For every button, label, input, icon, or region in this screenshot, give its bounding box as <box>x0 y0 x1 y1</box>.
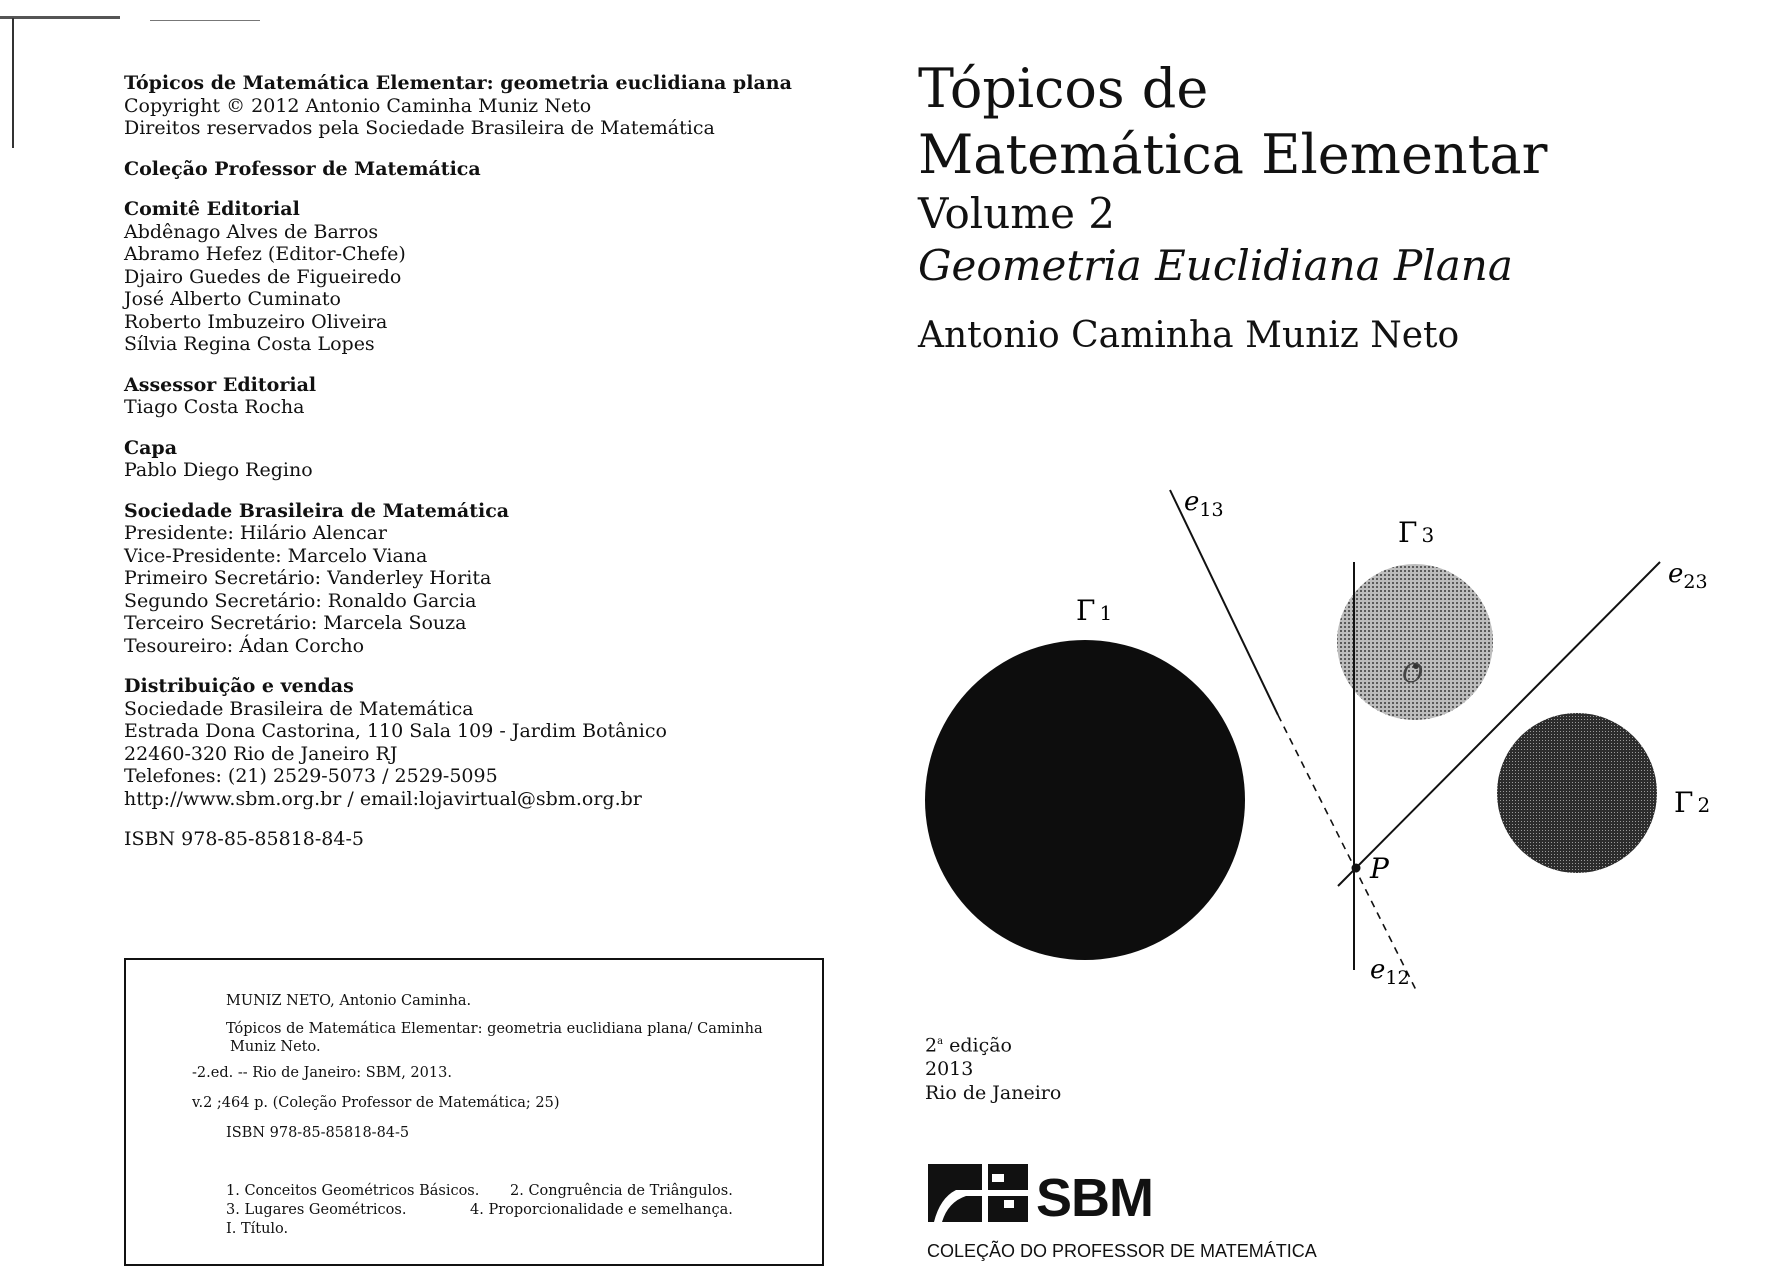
subtitle: Geometria Euclidiana Plana <box>918 241 1513 290</box>
scan-edge <box>0 16 120 19</box>
society-role: Tesoureiro: Ádan Corcho <box>124 634 365 657</box>
volume-label: Volume 2 <box>918 189 1115 238</box>
title-line-1: Tópicos de <box>918 57 1209 120</box>
label-e23: $e_{23}$ <box>1668 559 1708 593</box>
catalog-card <box>124 958 824 1266</box>
publisher-name: SBM <box>1036 1168 1153 1228</box>
distribution-line: 22460-320 Rio de Janeiro RJ <box>124 742 398 765</box>
assessor-name: Tiago Costa Rocha <box>124 396 305 418</box>
catalog-edition: -2.ed. -- Rio de Janeiro: SBM, 2013. <box>192 1065 452 1081</box>
society-heading: Sociedade Brasileira de Matemática <box>124 499 510 522</box>
society-role: Vice-Presidente: Marcelo Viana <box>124 544 428 567</box>
committee-member: Roberto Imbuzeiro Oliveira <box>124 310 388 333</box>
header-block <box>124 72 824 140</box>
scan-edge <box>150 20 260 21</box>
catalog-subject: 2. Congruência de Triângulos. <box>510 1183 733 1199</box>
scan-edge <box>12 18 14 148</box>
rights: Direitos reservados pela Sociedade Brasileira de Matemática <box>124 117 715 139</box>
label-o: O <box>1402 659 1424 689</box>
distribution-line: Telefones: (21) 2529-5073 / 2529-5095 <box>124 765 498 787</box>
edition-info <box>925 1030 1061 1105</box>
committee-member: Sílvia Regina Costa Lopes <box>124 333 375 355</box>
distribution-line: http://www.sbm.org.br / email:lojavirtual@sbm.org.br <box>124 787 642 810</box>
title-page <box>918 56 1758 358</box>
catalog-title-cont: Muniz Neto. <box>230 1039 321 1055</box>
label-p: P <box>1370 852 1389 885</box>
label-e13: $e_{13}$ <box>1184 487 1224 521</box>
publisher-collection: COLEÇÃO DO PROFESSOR DE MATEMÁTICA <box>927 1241 1317 1261</box>
committee-member: Abramo Hefez (Editor-Chefe) <box>124 243 406 265</box>
cover-name: Pablo Diego Regino <box>124 459 313 481</box>
copyright: Copyright © 2012 Antonio Caminha Muniz Neto <box>124 94 592 117</box>
society-role: Primeiro Secretário: Vanderley Horita <box>124 567 492 589</box>
assessor-heading: Assessor Editorial <box>124 373 317 396</box>
society-role: Terceiro Secretário: Marcela Souza <box>124 612 467 634</box>
catalog-pages: v.2 ;464 p. (Coleção Professor de Matemática; 25) <box>192 1095 560 1111</box>
cover-figure <box>900 470 1720 1010</box>
catalog-isbn: ISBN 978-85-85818-84-5 <box>226 1125 410 1141</box>
label-gamma-3: Γ 3 <box>1398 516 1435 549</box>
catalog-subject: 4. Proporcionalidade e semelhança. <box>470 1202 733 1218</box>
catalog-subject: 3. Lugares Geométricos. <box>226 1202 407 1218</box>
committee-block <box>124 198 824 356</box>
left-page <box>124 72 824 851</box>
collection-name: Coleção Professor de Matemática <box>124 157 481 180</box>
line-e13-dashed <box>1278 715 1416 990</box>
distribution-heading: Distribuição e vendas <box>124 675 354 697</box>
title-line-2: Matemática Elementar <box>918 123 1548 186</box>
author-name: Antonio Caminha Muniz Neto <box>918 315 1460 356</box>
distribution-line: Sociedade Brasileira de Matemática <box>124 697 474 720</box>
committee-heading: Comitê Editorial <box>124 198 300 220</box>
circle-gamma-3 <box>1337 564 1493 720</box>
catalog-subject: I. Título. <box>226 1221 289 1237</box>
assessor-block <box>124 374 824 419</box>
book-title: Tópicos de Matemática Elementar: geometria euclidiana plana <box>124 72 792 94</box>
committee-member: Djairo Guedes de Figueiredo <box>124 265 402 288</box>
society-role: Segundo Secretário: Ronaldo Garcia <box>124 589 477 612</box>
circle-gamma-2 <box>1497 713 1657 873</box>
catalog-subject: 1. Conceitos Geométricos Básicos. <box>226 1183 480 1199</box>
society-role: Presidente: Hilário Alencar <box>124 522 387 544</box>
collection-block <box>124 158 824 181</box>
edition-number: 2$^a$ edição <box>925 1034 1012 1057</box>
isbn: ISBN 978-85-85818-84-5 <box>124 828 364 850</box>
committee-member: José Alberto Cuminato <box>124 288 341 310</box>
cover-heading: Capa <box>124 436 178 459</box>
distribution-block <box>124 675 824 810</box>
label-gamma-2: Γ 2 <box>1674 786 1711 819</box>
catalog-title: Tópicos de Matemática Elementar: geometria euclidiana plana/ Caminha <box>226 1021 763 1037</box>
label-e12: $e_{12}$ <box>1370 955 1410 989</box>
cover-block <box>124 437 824 482</box>
edition-city: Rio de Janeiro <box>925 1082 1062 1105</box>
edition-year: 2013 <box>925 1058 974 1081</box>
sbm-logo-icon <box>926 1162 1030 1224</box>
catalog-author: MUNIZ NETO, Antonio Caminha. <box>226 993 472 1009</box>
label-gamma-1: Γ 1 <box>1076 594 1113 627</box>
distribution-line: Estrada Dona Castorina, 110 Sala 109 - Jardim Botânico <box>124 720 667 742</box>
committee-member: Abdênago Alves de Barros <box>124 220 379 243</box>
society-block <box>124 500 824 658</box>
point-p <box>1352 864 1361 873</box>
circle-gamma-1 <box>925 640 1245 960</box>
